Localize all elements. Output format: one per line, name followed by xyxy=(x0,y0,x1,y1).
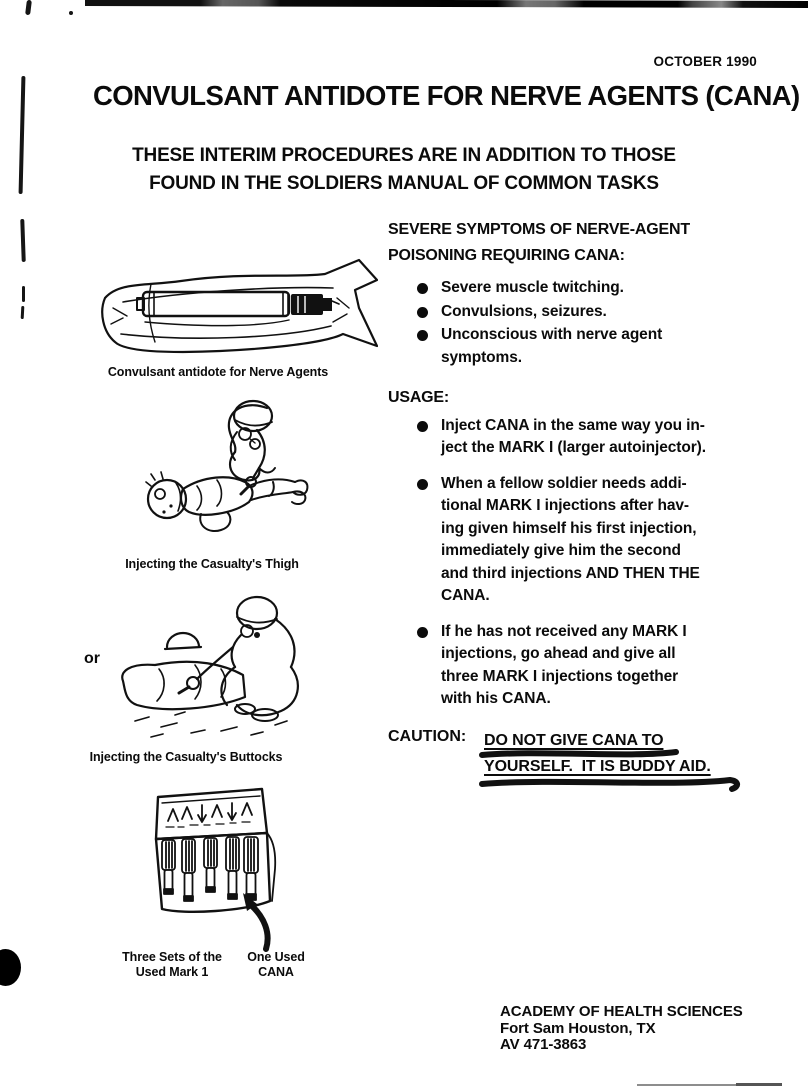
subtitle-line: FOUND IN THE SOLDIERS MANUAL OF COMMON TASKS xyxy=(149,172,659,194)
symptoms-list xyxy=(388,277,790,369)
figure-caption: Injecting the Casualty's Buttocks xyxy=(89,750,283,764)
list-item xyxy=(417,277,790,300)
bullet-text: Severe muscle twitching. xyxy=(441,279,624,296)
bullet-dot xyxy=(417,330,428,341)
bullet-text: CANA. xyxy=(441,587,490,604)
usage-list xyxy=(388,415,790,711)
page-title: CONVULSANT ANTIDOTE FOR NERVE AGENTS (CANA) xyxy=(93,80,800,111)
right-column xyxy=(388,217,790,780)
heading-line: SEVERE SYMPTOMS OF NERVE-AGENT xyxy=(388,221,690,238)
list-item xyxy=(417,473,790,608)
document-date: OCTOBER 1990 xyxy=(653,54,757,69)
figure-caption xyxy=(118,950,226,980)
scan-artifact-bottom-line xyxy=(736,1083,782,1086)
footer-address xyxy=(500,1004,743,1054)
caution-line: DO NOT GIVE CANA TO xyxy=(484,731,664,749)
bullet-text: When a fellow soldier needs addi- xyxy=(441,474,687,492)
scan-artifact-punch-blob xyxy=(0,949,21,986)
bullet-text: Inject CANA in the same way you in- xyxy=(441,416,705,434)
bullet-dot xyxy=(417,421,428,432)
bullet-text: tional MARK I injections after hav- xyxy=(441,497,689,514)
scan-artifact-bottom-line xyxy=(637,1084,736,1086)
bullet-dot xyxy=(417,479,428,490)
bullet-dot xyxy=(417,627,428,638)
figure-caption: Injecting the Casualty's Thigh xyxy=(125,557,299,571)
scan-artifact-top-bar xyxy=(85,0,808,8)
caption-line: One Used xyxy=(247,950,305,964)
footer-line: Fort Sam Houston, TX xyxy=(500,1019,656,1037)
bullet-dot xyxy=(417,307,428,318)
bullet-text: Unconscious with nerve agent xyxy=(441,326,663,343)
bullet-text: with his CANA. xyxy=(441,690,551,707)
list-item xyxy=(417,621,790,711)
bullet-text: ject the MARK I (larger autoinjector). xyxy=(441,439,706,456)
cana-autoinjector-wrapper-illustration xyxy=(93,250,378,362)
bullet-text: Convulsions, seizures. xyxy=(441,302,607,320)
bullet-text: symptoms. xyxy=(441,348,522,366)
list-item xyxy=(417,415,790,460)
caution-block xyxy=(388,728,790,780)
bullet-text: immediately give him the second xyxy=(441,542,681,559)
arrow-to-cana xyxy=(251,905,268,949)
footer-line: ACADEMY OF HEALTH SCIENCES xyxy=(500,1003,743,1020)
list-item xyxy=(417,301,790,324)
footer-line: AV 471-3863 xyxy=(500,1036,587,1053)
symptoms-heading xyxy=(388,217,790,268)
scan-artifact-streak xyxy=(22,286,25,302)
caption-line: Three Sets of the xyxy=(122,950,222,964)
caution-line: YOURSELF. IT IS BUDDY AID. xyxy=(484,757,711,775)
bullet-dot xyxy=(417,283,428,294)
bullet-text: and third injections AND THEN THE xyxy=(441,564,700,582)
or-label: or xyxy=(84,650,100,667)
figure-caption: Convulsant antidote for Nerve Agents xyxy=(107,365,329,379)
scan-artifact-streak xyxy=(20,219,25,262)
bullet-text: injections, go ahead and give all xyxy=(441,645,676,662)
scan-artifact-streak xyxy=(19,76,26,194)
page-subtitle xyxy=(104,142,704,197)
used-injectors-illustration xyxy=(150,783,285,955)
heading-line: POISONING REQUIRING CANA: xyxy=(388,246,625,264)
caption-line: Used Mark 1 xyxy=(135,965,209,979)
scan-artifact-streak xyxy=(21,306,25,319)
injecting-thigh-illustration xyxy=(145,394,315,552)
list-item xyxy=(417,324,790,369)
caution-text xyxy=(484,728,711,780)
caution-label: CAUTION: xyxy=(388,727,467,745)
caption-line: CANA xyxy=(258,965,294,979)
injecting-buttocks-illustration xyxy=(115,585,310,745)
bullet-text: three MARK I injections together xyxy=(441,667,679,685)
bullet-text: ing given himself his first injection, xyxy=(441,519,697,537)
figure-caption xyxy=(243,950,309,980)
subtitle-line: THESE INTERIM PROCEDURES ARE IN ADDITION TO THOSE xyxy=(132,145,676,166)
bullet-text: If he has not received any MARK I xyxy=(441,622,687,640)
scan-artifact-mark xyxy=(25,0,32,15)
usage-heading: USAGE: xyxy=(388,389,450,406)
scan-artifact-dot xyxy=(69,11,73,15)
